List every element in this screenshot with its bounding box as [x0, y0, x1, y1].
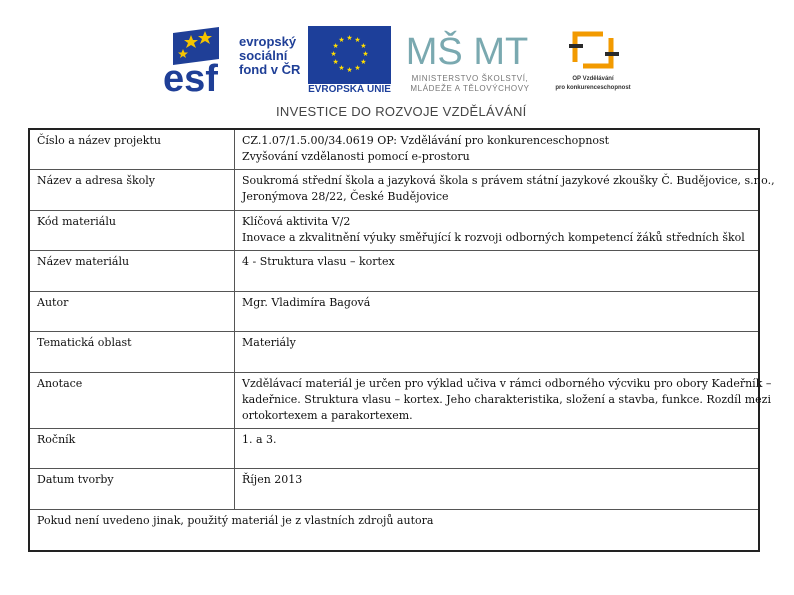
row-value-line: Říjen 2013 — [242, 473, 303, 486]
row-value — [235, 332, 760, 373]
row-label: Datum tvorby — [29, 469, 235, 510]
row-label: Název materiálu — [29, 251, 235, 292]
row-value-line: Klíčová aktivita V/2 — [242, 214, 351, 228]
table-row — [29, 129, 759, 170]
eu-logo — [308, 26, 391, 96]
svg-text:★: ★ — [332, 42, 339, 50]
svg-text:★: ★ — [346, 66, 353, 74]
row-value — [235, 210, 760, 251]
table-row — [29, 428, 759, 469]
row-label: Kód materiálu — [29, 210, 235, 251]
table-footer: Pokud není uvedeno jinak, použitý materiál je z vlastních zdrojů autora — [29, 509, 759, 551]
table-row — [29, 210, 759, 251]
row-label: Autor — [29, 291, 235, 332]
eu-flag-icon — [308, 26, 391, 84]
esf-line-1: evropský — [239, 34, 297, 49]
row-value — [235, 291, 760, 332]
svg-text:★: ★ — [338, 63, 345, 72]
esf-logo-text — [239, 35, 300, 77]
svg-text:★: ★ — [360, 42, 367, 50]
slogan: INVESTICE DO ROZVOJE VZDĚLÁVÁNÍ — [276, 104, 527, 119]
esf-line-3: fond v ČR — [239, 62, 301, 77]
msmt-logo-icon — [405, 24, 529, 73]
row-value-line: 1. a 3. — [242, 432, 277, 446]
msmt-line-1: MINISTERSTVO ŠKOLSTVÍ, — [411, 74, 529, 83]
row-value — [235, 251, 760, 292]
svg-text:★: ★ — [330, 50, 337, 58]
esf-logo-mark: esf — [163, 58, 218, 100]
table-row — [29, 291, 759, 332]
row-value — [235, 129, 760, 170]
opvk-line-2: pro konkurenceschopnost — [555, 85, 631, 91]
svg-text:★: ★ — [346, 34, 353, 42]
opvk-logo — [545, 24, 641, 96]
row-value-line: Materiály — [242, 336, 296, 349]
esf-line-2: sociální — [239, 48, 288, 63]
svg-text:★: ★ — [360, 58, 367, 66]
row-value — [235, 469, 760, 510]
row-label: Tematická oblast — [29, 332, 235, 373]
row-label: Ročník — [29, 428, 235, 469]
row-value-line: Zvyšování vzdělanosti pomocí e-prostoru — [242, 150, 470, 163]
svg-text:★: ★ — [354, 63, 361, 72]
row-value — [235, 428, 760, 469]
opvk-line-1: OP Vzdělávání — [572, 76, 614, 82]
row-value-line: Soukromá střední škola a jazyková škola s právem státní jazykové zkoušky Č. Budějovice, s.r.o., — [242, 174, 775, 187]
table-row — [29, 170, 759, 211]
row-label: Název a adresa školy — [29, 170, 235, 211]
row-value-line: Mgr. Vladimíra Bagová — [242, 295, 371, 309]
msmt-mark: MŠ MT — [405, 31, 529, 73]
svg-text:★: ★ — [332, 58, 339, 66]
table-row — [29, 332, 759, 373]
row-value-line: 4 - Struktura vlasu – kortex — [242, 255, 395, 268]
row-value-line: Inovace a zkvalitnění výuky směřující k rozvoji odborných kompetencí žáků středních škol — [242, 230, 745, 244]
row-value-line: CZ.1.07/1.5.00/34.0619 OP: Vzdělávání pro konkurenceschopnost — [242, 134, 610, 147]
row-value-line: kadeřnice. Struktura vlasu – kortex. Jeho charakteristika, složení a stavba, funkce. Rozdíl mezi — [242, 392, 771, 406]
esf-logo-icon — [163, 25, 235, 100]
table-footer-row — [29, 509, 759, 551]
logo-bar — [0, 0, 794, 125]
msmt-logo — [396, 24, 544, 96]
svg-text:★: ★ — [338, 36, 345, 45]
table-row — [29, 372, 759, 428]
msmt-line-2: MLÁDEŽE A TĚLOVÝCHOVY — [410, 84, 530, 93]
row-value-line: Jeronýmova 28/22, České Budějovice — [242, 190, 449, 203]
table-row — [29, 251, 759, 292]
esf-logo — [163, 25, 303, 100]
project-info-table — [28, 128, 775, 552]
opvk-logo-icon — [565, 28, 621, 72]
svg-text:★: ★ — [362, 50, 369, 58]
table-row — [29, 469, 759, 510]
row-value-line: ortokortexem a parakortexem. — [242, 408, 413, 422]
row-value-line: Vzdělávací materiál je určen pro výklad učiva v rámci odborného výcviku pro obory Kadeřník – — [242, 376, 772, 390]
row-value — [235, 372, 772, 428]
row-label: Číslo a název projektu — [29, 129, 235, 170]
svg-text:★: ★ — [354, 36, 361, 45]
row-label: Anotace — [29, 372, 235, 428]
row-value — [235, 170, 775, 211]
eu-caption: EVROPSKÁ UNIE — [308, 84, 391, 95]
